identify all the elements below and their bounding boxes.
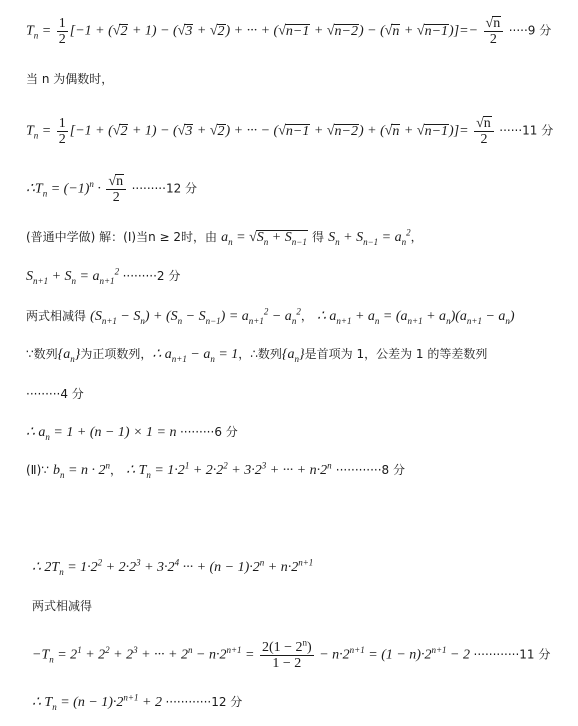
therefore-sequence: ，∴数列	[238, 347, 282, 361]
arithmetic-sequence-desc: 是首项为 1，公差为 1 的等差数列	[304, 347, 488, 361]
sequence-statement: ∵数列$\{a_n\}$为正项数列，∴ $a_{n+1} - a_n = 1$，∴数列$\{a_n\}$是首项为 1，公差为 1 的等差数列	[26, 347, 488, 364]
subtract-label: 两式相减得	[26, 309, 87, 323]
score-11b: ············11 分	[473, 647, 551, 662]
formula-odd-case: $T_n$ = $\frac{1}{2}$ [−1 + (√2 + 1) − (√3 + √2) + ··· + (√n−1 + √n−2) − (√n + √n−1)]=− $\frac{√n}{2}$ ·····9 分	[26, 16, 552, 47]
part-one-intro: (普通中学做) 解：(Ⅰ)当n ≥ 2时，由 $a_n = √S_n + S_{n-1}$ 得 $S_n + S_{n-1} = a_n^2$，	[26, 227, 423, 247]
formula-an: ∴ $a_n = 1 + (n - 1) \times 1 = n \cdot\cdot\cdot\cdot\cdot\cdot\cdot\cdot\cdot 6$ 分	[26, 425, 238, 442]
score-12b: ············12 分	[165, 695, 243, 709]
part-one-label: (普通中学做) 解：(Ⅰ)当n ≥ 2时，由	[26, 230, 218, 244]
score-8: ············8 分	[335, 463, 405, 477]
formula-neg-tn: $-T_n = 2^1 + 2^2 + 2^3$ + ··· + $2^n - n\cdot 2^{n+1}$ = $\frac{2(1 - 2^n)}{1 - 2}$ − $n\cdot 2^{n+1} = (1 - n)\cdot 2^{n+1} - 2 \cdot\cdot\cdot\cdot\cdot\cdot\cdot\cdot\cdot\cdot\cdot\cdot 11$ 分	[32, 637, 551, 671]
formula-odd-tail: ]=−	[453, 23, 479, 39]
formula-final: ∴ $T_n = (n - 1)\cdot 2^{n+1} + 2 \cdot\cdot\cdot\cdot\cdot\cdot\cdot\cdot\cdot\cdot\cdot\cdot 12$ 分	[32, 692, 243, 712]
score-6: ·········6 分	[179, 425, 238, 439]
score-12a: ·········12 分	[131, 181, 198, 196]
therefore-tn: ∴T	[26, 181, 43, 197]
score-4: ·········4 分	[26, 387, 84, 401]
formula-conclusion-1: $\therefore T_n = (-1)^n$ · $\frac{√n}{2}$ ·········12 分	[26, 174, 198, 205]
positive-sequence: 为正项数列，	[80, 347, 153, 361]
subtract-step: 两式相减得 $(S_{n+1} - S_n) + (S_n - S_{n-1}) = a_{n+1}^2 - a_n^2$， ∴ $a_{n+1} + a_n = (a_{n+1} + a_n)(a_{n+1} - a_n)$	[26, 306, 515, 326]
part-two-intro: (Ⅱ)∵ $b_n = n \cdot 2^n$， ∴ $T_n = 1\cdot 2^1 + 2\cdot 2^2 + 3\cdot 2^3$ + ··· + $n\cdot 2^n \cdot\cdot\cdot\cdot\cdot\cdot\cdot\cdot\cdot\cdot\cdot\cdot 8$ 分	[26, 460, 405, 480]
part-two-label: (Ⅱ)∵	[26, 463, 49, 477]
even-case-label: 当 n 为偶数时，	[26, 72, 114, 86]
subtract-label-2: 两式相减得	[32, 599, 93, 613]
score-11a: ······11 分	[499, 123, 554, 138]
part-one-mid: 得	[311, 230, 324, 244]
formula-2tn: ∴ $2T_n = 1\cdot 2^2 + 2\cdot 2^3 + 3\cdot 2^4$ ··· + $(n - 1)\cdot 2^n + n\cdot 2^{n+1}$	[32, 557, 314, 577]
formula-even-case: $T_n$ = $\frac{1}{2}$ [−1 + (√2 + 1) − (√3 + √2) + ··· − (√n−1 + √n−2) + (√n + √n−1)]= $\frac{√n}{2}$ ······11 分	[26, 116, 554, 147]
formula-recurrence: $S_{n+1} + S_n = a_{n+1}^2 \cdot\cdot\cdot\cdot\cdot\cdot\cdot\cdot\cdot 2$ 分	[26, 266, 181, 286]
since-sequence: ∵数列	[26, 347, 58, 361]
score-9: ·····9 分	[508, 23, 552, 38]
score-2: ·········2 分	[122, 269, 181, 283]
formula-even-tail: ]=	[453, 123, 469, 139]
